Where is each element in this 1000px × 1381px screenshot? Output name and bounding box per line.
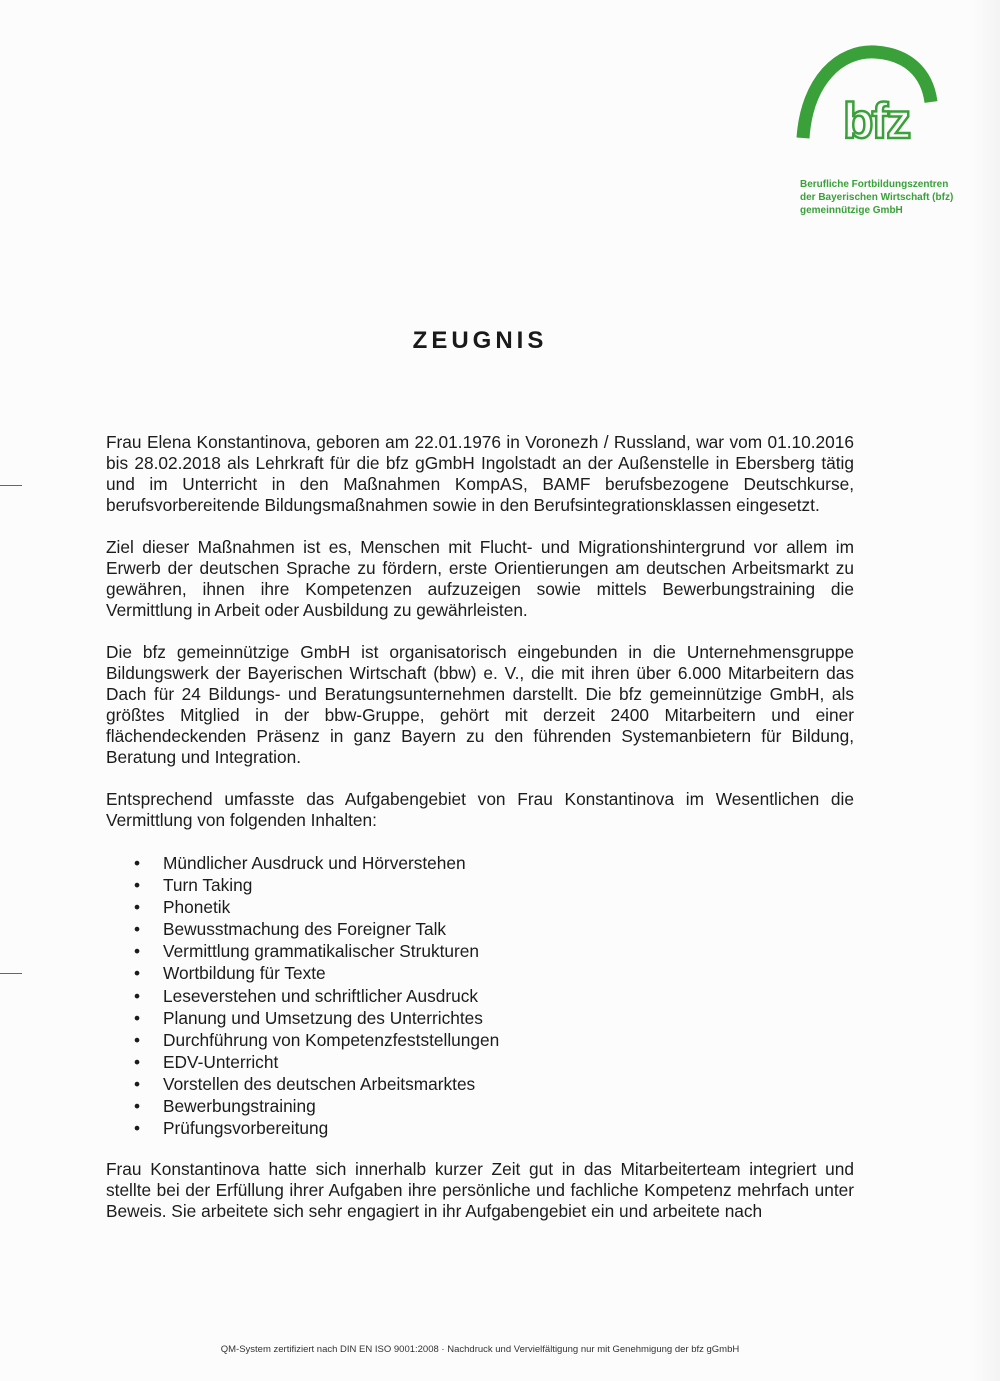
fold-mark-bottom [0, 973, 22, 974]
bfz-logo [795, 40, 945, 150]
list-item: • Mündlicher Ausdruck und Hörverstehen [106, 852, 854, 874]
paragraph-assessment: Frau Konstantinova hatte sich innerhalb kurzer Zeit gut in das Mitarbeiterteam integriert und stellte bei der Erfüllung ihrer Aufgaben ihre persönliche und fachliche Kompetenz mehrfach unter Beweis. Sie arbeitete sich sehr engagiert in ihr Aufgabengebiet ein und arbeitete nach [106, 1159, 854, 1222]
list-item: • Vorstellen des deutschen Arbeitsmarktes [106, 1073, 854, 1095]
list-item: • Bewerbungstraining [106, 1095, 854, 1117]
organization-name [800, 178, 990, 217]
footer-note: QM-System zertifiziert nach DIN EN ISO 9001:2008 · Nachdruck und Vervielfältigung nur mit Genehmigung der bfz gGmbH [220, 1344, 740, 1355]
document-body [106, 432, 854, 1243]
org-line: der Bayerischen Wirtschaft (bfz) [800, 192, 954, 203]
list-item: • Prüfungsvorbereitung [106, 1117, 854, 1139]
task-list [106, 852, 854, 1139]
list-item: • Vermittlung grammatikalischer Strukturen [106, 940, 854, 962]
list-item: • Leseverstehen und schriftlicher Ausdruck [106, 985, 854, 1007]
paragraph-organization: Die bfz gemeinnützige GmbH ist organisatorisch eingebunden in die Unternehmensgruppe Bildungswerk der Bayerischen Wirtschaft (bbw) e. V., die mit ihren über 6.000 Mitarbeitern das Dach für 24 Bildungs- und Beratungsunternehmen darstellt. Die bfz gemeinnützige GmbH, als größtes Mitglied in der bbw-Gruppe, gehört mit derzeit 2400 Mitarbeitern und einer flächendeckenden Präsenz in ganz Bayern zu den führenden Systemanbietern für Bildung, Beratung und Integration. [106, 642, 854, 767]
org-line: gemeinnützige GmbH [800, 205, 903, 216]
list-item: • Durchführung von Kompetenzfeststellungen [106, 1029, 854, 1051]
paragraph-employment: Frau Elena Konstantinova, geboren am 22.01.1976 in Voronezh / Russland, war vom 01.10.2016 bis 28.02.2018 als Lehrkraft für die bfz gGmbH Ingolstadt an der Außenstelle in Ebersberg tätig und im Unterricht in den Maßnahmen KompAS, BAMF berufsbezogene Deutschkurse, berufsvorbereitende Bildungsmaßnahmen sowie in den Berufsintegrationsklassen eingesetzt. [106, 432, 854, 515]
paragraph-goals: Ziel dieser Maßnahmen ist es, Menschen mit Flucht- und Migrationshintergrund vor allem im Erwerb der deutschen Sprache zu fördern, erste Orientierungen am deutschen Arbeitsmarkt zu gewähren, ihnen ihre Kompetenzen aufzuzeigen sowie mittels Bewerbungstraining die Vermittlung in Arbeit oder Ausbildung zu gewährleisten. [106, 537, 854, 620]
org-line: Berufliche Fortbildungszentren [800, 179, 949, 190]
list-item: • Phonetik [106, 896, 854, 918]
fold-mark-top [0, 485, 22, 486]
list-item: • Turn Taking [106, 874, 854, 896]
document-title: ZEUGNIS [412, 327, 548, 354]
list-item: • Wortbildung für Texte [106, 962, 854, 984]
list-item: • Planung und Umsetzung des Unterrichtes [106, 1007, 854, 1029]
list-item: • EDV-Unterricht [106, 1051, 854, 1073]
paragraph-task-intro: Entsprechend umfasste das Aufgabengebiet von Frau Konstantinova im Wesentlichen die Vermittlung von folgenden Inhalten: [106, 789, 854, 830]
logo-lettering: bfz [843, 93, 910, 149]
list-item: • Bewusstmachung des Foreigner Talk [106, 918, 854, 940]
